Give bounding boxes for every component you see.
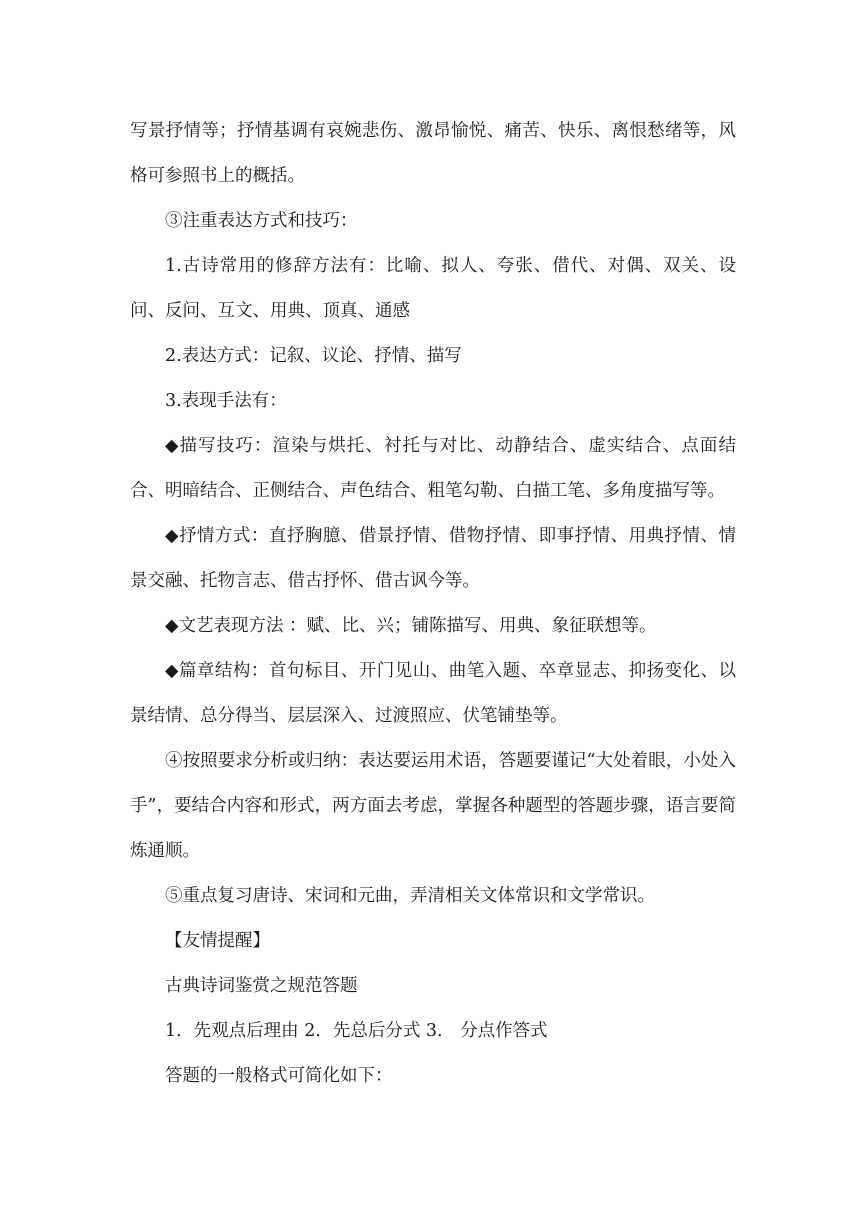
- answer-steps-line: 1．先观点后理由 2．先总后分式 3． 分点作答式: [165, 1021, 548, 1041]
- friendly-reminder-heading: 【友情提醒】: [165, 931, 270, 951]
- paragraph-expression-modes: 2.表达方式：记叙、议论、抒情、描写: [165, 346, 462, 366]
- paragraph-performance-methods: 3.表现手法有：: [165, 391, 287, 411]
- answer-format-intro: 答题的一般格式可简化如下：: [165, 1066, 393, 1086]
- paragraph-lyric-modes: ◆抒情方式：直抒胸臆、借景抒情、借物抒情、即事抒情、用典抒情、情景交融、托物言志、借古抒怀、借古讽今等。: [130, 526, 736, 591]
- paragraph-literary-methods: ◆文艺表现方法 ：赋、比、兴；铺陈描写、用典、象征联想等。: [165, 616, 657, 636]
- paragraph-continued-lyric-tone: 写景抒情等；抒情基调有哀婉悲伤、激昂愉悦、痛苦、快乐、离恨愁绪等，风格可参照书上的概括。: [130, 121, 736, 186]
- paragraph-analysis-requirements: ④按照要求分析或归纳：表达要运用术语，答题要谨记“大处着眼，小处入手”，要结合内容和形式，两方面去考虑，掌握各种题型的答题步骤，语言要简炼通顺。: [130, 751, 736, 861]
- paragraph-heading-expression-techniques: ③注重表达方式和技巧：: [165, 211, 358, 231]
- answer-standard-title: 古典诗词鉴赏之规范答题: [165, 976, 358, 996]
- paragraph-description-skills: ◆描写技巧：渲染与烘托、衬托与对比、动静结合、虚实结合、点面结合、明暗结合、正侧结合、声色结合、粗笔勾勒、白描工笔、多角度描写等。: [130, 436, 736, 501]
- paragraph-chapter-structure: ◆篇章结构：首句标目、开门见山、曲笔入题、卒章显志、抑扬变化、以景结情、总分得当、层层深入、过渡照应、伏笔铺垫等。: [130, 661, 736, 726]
- paragraph-rhetoric-methods: 1.古诗常用的修辞方法有：比喻、拟人、夸张、借代、对偶、双关、设问、反问、互文、用典、顶真、通感: [130, 256, 736, 321]
- document-body: [130, 109, 736, 1099]
- paragraph-review-focus: ⑤重点复习唐诗、宋词和元曲，弄清相关文体常识和文学常识。: [165, 886, 655, 906]
